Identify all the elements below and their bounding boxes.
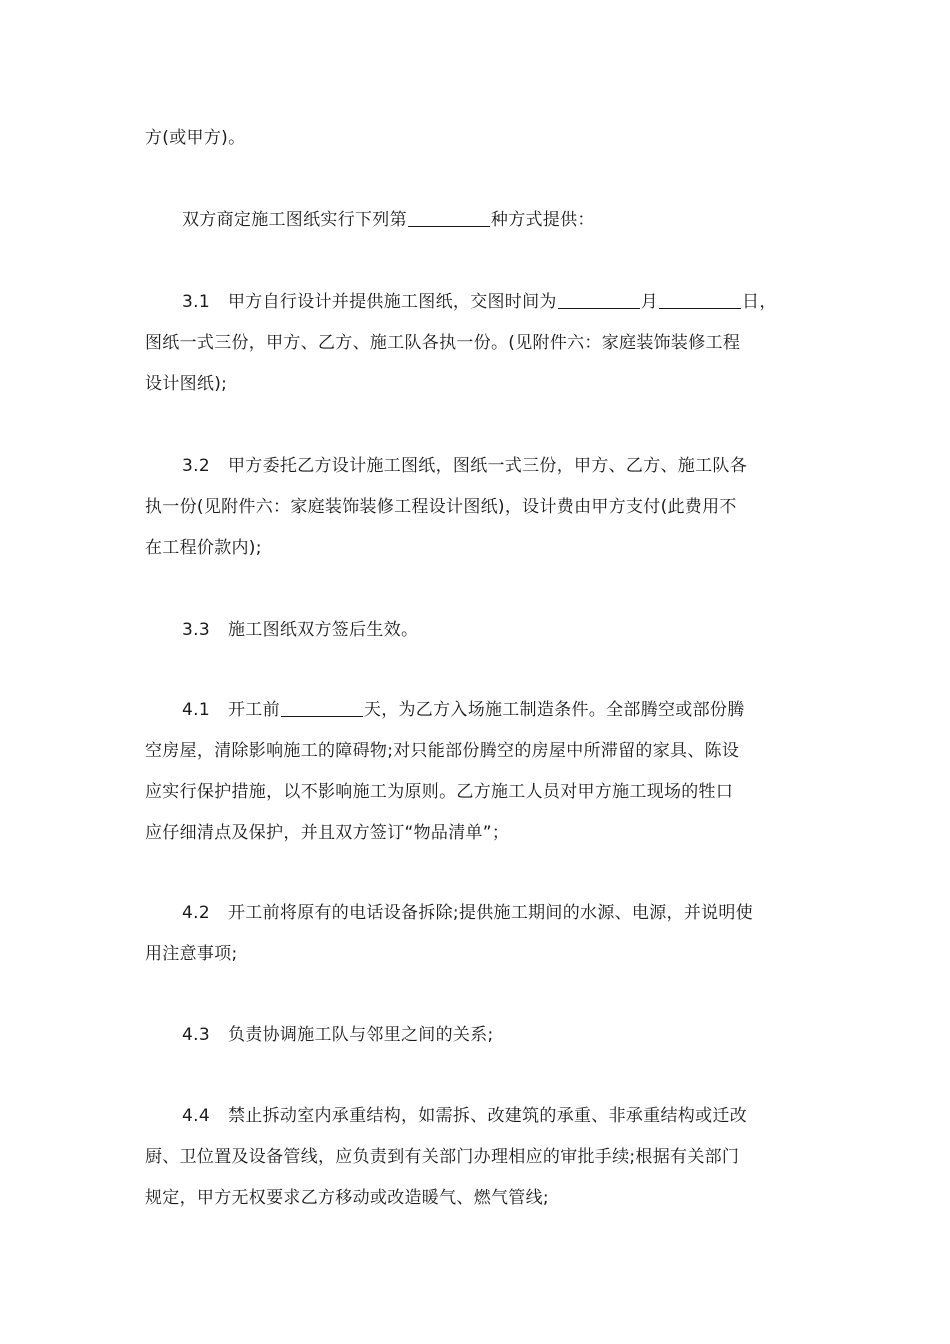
text-segment: 种方式提供： bbox=[490, 210, 595, 230]
text-line: 空房屋，清除影响施工的障碍物;对只能部份腾空的房屋中所滞留的家具、陈设 bbox=[145, 741, 740, 761]
text-segment: 施工图纸双方签后生效。 bbox=[228, 620, 419, 640]
text-line: 在工程价款内); bbox=[145, 538, 262, 558]
paragraph-drawing-method bbox=[145, 200, 847, 241]
clause-3-1 bbox=[145, 282, 810, 405]
clause-number: 4.4 bbox=[182, 1106, 210, 1126]
text-line: 应仔细清点及保护，并且双方签订“物品清单”； bbox=[145, 823, 510, 843]
text-line bbox=[145, 893, 810, 934]
text-segment: 天，为乙方入场施工制造条件。全部腾空或部份腾 bbox=[363, 700, 745, 720]
text-line: 应实行保护措施，以不影响施工为原则。乙方施工人员对甲方施工现场的牲口 bbox=[145, 782, 734, 802]
paragraph-continuation bbox=[145, 118, 810, 159]
text-segment: 负责协调施工队与邻里之间的关系; bbox=[228, 1025, 494, 1045]
text-line: 厨、卫位置及设备管线，应负责到有关部门办理相应的审批手续;根据有关部门 bbox=[145, 1147, 740, 1167]
text-segment: 月 bbox=[640, 292, 659, 312]
text-segment: 日， bbox=[742, 292, 777, 312]
clause-number: 3.2 bbox=[182, 456, 210, 476]
clause-4-3 bbox=[145, 1015, 810, 1056]
text-line bbox=[145, 1096, 810, 1137]
text-line: 方(或甲方)。 bbox=[145, 128, 246, 148]
text-line bbox=[182, 200, 847, 241]
clause-number: 3.3 bbox=[182, 620, 210, 640]
fill-in-blank bbox=[558, 290, 640, 309]
text-line: 图纸一式三份，甲方、乙方、施工队各执一份。(见附件六：家庭装饰装修工程 bbox=[145, 333, 741, 353]
clause-4-2 bbox=[145, 893, 810, 975]
fill-in-blank bbox=[408, 208, 490, 227]
fill-in-blank bbox=[659, 290, 741, 309]
clause-3-2 bbox=[145, 446, 810, 569]
clause-number: 4.3 bbox=[182, 1025, 210, 1045]
fill-in-blank bbox=[281, 698, 363, 717]
clause-number: 4.2 bbox=[182, 903, 210, 923]
clause-number: 3.1 bbox=[182, 292, 210, 312]
clause-4-1 bbox=[145, 690, 810, 854]
text-line bbox=[145, 446, 810, 487]
text-line bbox=[145, 1015, 810, 1056]
text-segment: 双方商定施工图纸实行下列第 bbox=[182, 210, 407, 230]
text-line: 规定，甲方无权要求乙方移动或改造暖气、燃气管线; bbox=[145, 1188, 549, 1208]
clause-3-3 bbox=[145, 610, 810, 651]
clause-number: 4.1 bbox=[182, 700, 210, 720]
text-line: 用注意事项; bbox=[145, 944, 238, 964]
text-segment: 甲方委托乙方设计施工图纸，图纸一式三份，甲方、乙方、施工队各 bbox=[228, 456, 747, 476]
text-line: 设计图纸); bbox=[145, 374, 228, 394]
text-segment: 禁止拆动室内承重结构，如需拆、改建筑的承重、非承重结构或迁改 bbox=[228, 1106, 747, 1126]
text-segment: 开工前 bbox=[228, 700, 280, 720]
text-line: 执一份(见附件六：家庭装饰装修工程设计图纸)，设计费由甲方支付(此费用不 bbox=[145, 497, 737, 517]
text-segment: 开工前将原有的电话设备拆除;提供施工期间的水源、电源，并说明使 bbox=[228, 903, 754, 923]
text-line bbox=[145, 282, 810, 323]
clause-4-4 bbox=[145, 1096, 810, 1219]
text-line bbox=[145, 690, 810, 731]
text-line bbox=[145, 610, 810, 651]
text-segment: 甲方自行设计并提供施工图纸，交图时间为 bbox=[228, 292, 557, 312]
